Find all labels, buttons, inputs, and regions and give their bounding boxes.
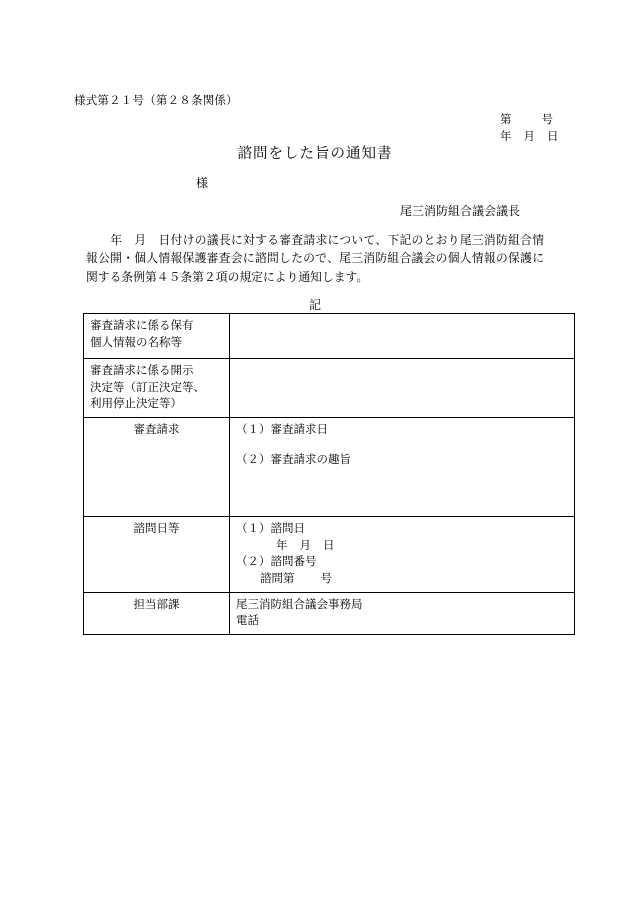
row-value-consultation-date[interactable]: （１）諮問日 年 月 日 （２）諮問番号 諮問第 号 [230, 517, 575, 593]
row-label-disclosure-decision: 審査請求に係る開示 決定等（訂正決定等、 利用停止決定等） [84, 359, 230, 418]
document-number-line [500, 111, 553, 127]
row-value-department[interactable]: 尾三消防組合議会事務局 電話 [230, 592, 575, 634]
body-paragraph-text: 年 月 日付けの議長に対する審査請求について、下記のとおり尾三消防組合情報公開・個人情報保護審査会に諮問したので、尾三消防組合議会の個人情報の保護に関する条例第４５条第２項の規定により通知します。 [86, 233, 544, 284]
table-row [84, 592, 575, 634]
date-year: 年 [500, 131, 512, 143]
row-value-name-of-info[interactable] [230, 314, 575, 359]
addressee: 様 [196, 176, 209, 190]
body-paragraph [86, 231, 544, 286]
issuer: 尾三消防組合議会議長 [400, 204, 521, 218]
document-number-suffix: 号 [541, 114, 553, 126]
date-day: 日 [547, 131, 559, 143]
row-value-disclosure-decision[interactable] [230, 359, 575, 418]
detail-table [83, 313, 575, 635]
document-title: 諮問をした旨の通知書 [237, 146, 393, 162]
row-value-review-request[interactable]: （１）審査請求日 （２）審査請求の趣旨 [230, 418, 575, 517]
row-label-name-of-info: 審査請求に係る保有 個人情報の名称等 [84, 314, 230, 359]
row-label-review-request: 審査請求 [84, 418, 230, 517]
table-row [84, 359, 575, 418]
document-number-label: 第 [500, 114, 512, 126]
row-label-consultation-date: 諮問日等 [84, 517, 230, 593]
row-label-department: 担当部課 [84, 592, 230, 634]
table-row [84, 314, 575, 359]
table-row [84, 418, 575, 517]
date-month: 月 [523, 131, 535, 143]
ki-mark: 記 [308, 298, 321, 312]
table-row [84, 517, 575, 593]
form-number: 様式第２１号（第２８条関係） [74, 95, 238, 107]
